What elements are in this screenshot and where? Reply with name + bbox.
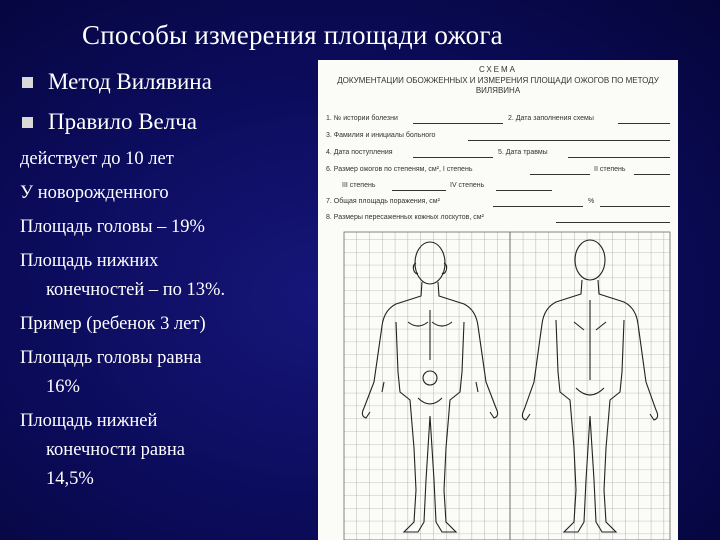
form-field-admission-date: 4. Дата поступления <box>326 149 393 156</box>
bullet-label: Метод Вилявина <box>48 69 212 94</box>
body-text <box>20 145 320 494</box>
bullet-list <box>20 67 212 147</box>
bullet-item-vilyavin <box>20 67 212 107</box>
form-field-degree-2: II степень <box>594 166 626 173</box>
square-bullet-icon <box>22 77 33 88</box>
form-field-percent: % <box>588 198 595 205</box>
text-line: Площадь головы – 19% <box>20 217 205 237</box>
text-line: Пример (ребенок 3 лет) <box>20 314 206 334</box>
form-field-grafts: 8. Размеры пересаженных кожных лоскутов, см² <box>326 214 484 221</box>
form-field-injury-date: 5. Дата травмы <box>498 149 548 156</box>
form-field-degree-3: III степень <box>342 182 376 189</box>
form-field-burn-size: 6. Размер ожогов по степеням, см², I степень <box>326 166 473 173</box>
text-line: Площадь нижних <box>20 251 159 271</box>
form-subtitle: ДОКУМЕНТАЦИИ ОБОЖЖЕННЫХ И ИЗМЕРЕНИЯ ПЛОЩАДИ ОЖОГОВ ПО МЕТОДУ ВИЛЯВИНА <box>337 76 659 95</box>
form-field-degree-4: IV степень <box>450 182 485 189</box>
form-field-patient-name: 3. Фамилия и инициалы больного <box>326 132 436 139</box>
front-grid <box>344 232 510 540</box>
text-line: 16% <box>46 377 80 397</box>
form-field-fill-date: 2. Дата заполнения схемы <box>508 115 594 122</box>
vilyavin-form-image <box>318 60 678 540</box>
form-field-total-area: 7. Общая площадь поражения, см² <box>326 198 440 205</box>
text-line: действует до 10 лет <box>20 149 174 169</box>
text-line: конечностей – по 13%. <box>46 280 226 300</box>
bullet-item-welch <box>20 107 212 147</box>
form-heading: СХЕМА <box>479 65 517 74</box>
form-field-record-number: 1. № истории болезни <box>326 115 398 122</box>
text-line: Площадь головы равна <box>20 348 202 368</box>
text-line: 14,5% <box>46 469 94 489</box>
slide-title: Способы измерения площади ожога <box>82 20 503 50</box>
square-bullet-icon <box>22 117 33 128</box>
text-line: конечности равна <box>46 440 185 460</box>
text-line: Площадь нижней <box>20 411 158 431</box>
back-grid <box>510 232 670 540</box>
bullet-label: Правило Велча <box>48 109 198 134</box>
body-grid-diagram <box>318 60 678 540</box>
text-line: У новорожденного <box>20 183 169 203</box>
